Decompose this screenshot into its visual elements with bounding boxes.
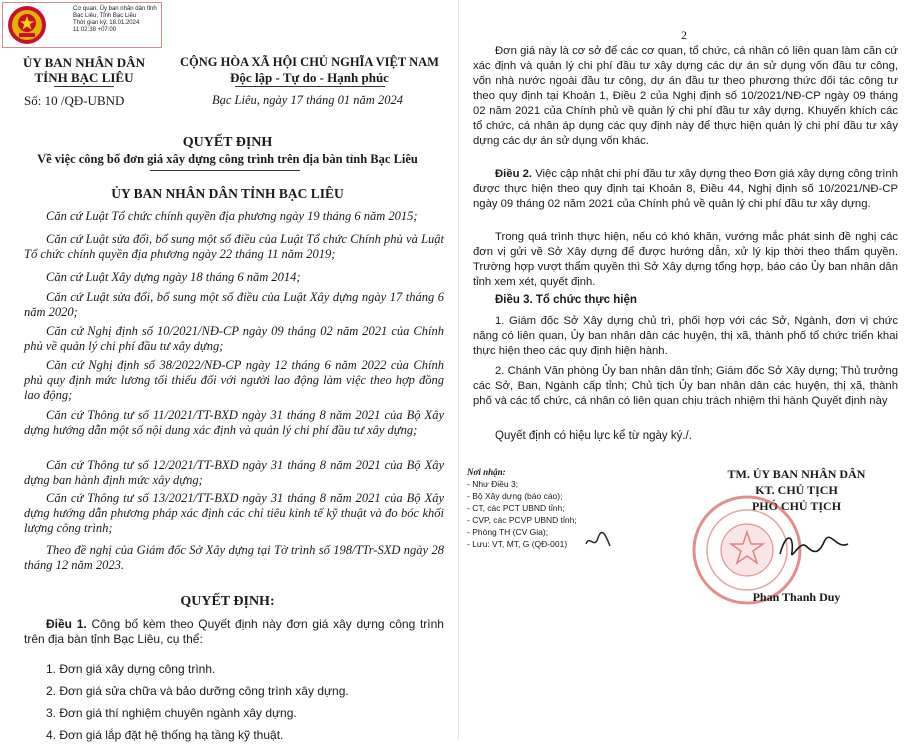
recipient-item: - Bộ Xây dựng (báo cáo); (467, 491, 563, 501)
article-1-item: 4. Đơn giá lắp đặt hệ thống hạ tầng kỹ thuật. (46, 728, 284, 742)
document-number: Số: 10 /QĐ-UBND (24, 93, 125, 108)
effective-clause: Quyết định có hiệu lực kể từ ngày ký./. (495, 430, 692, 442)
agency-divider (54, 86, 114, 87)
basis-7: Căn cứ Thông tư số 11/2021/TT-BXD ngày 31 tháng 8 năm 2021 của Bộ Xây dựng hướng dẫn một số nội dung xác định và quản lý chi phí đầu tư xây dựng; (24, 408, 444, 437)
agency-line2: TỈNH BẠC LIÊU (34, 70, 134, 85)
article-1-scope: Đơn giá này là cơ sở để các cơ quan, tổ chức, cá nhân có liên quan làm căn cứ xác định và quản lý chi phí đầu tư xây dựng các dự án sử dụng vốn đầu tư công, vốn nhà nước ngoài đầu tư công, dự án đầu tư theo phương thức đối tác công tư theo quy định tại Khoản 1, Điều 2 của Nghị định số 10/2021/NĐ-CP ngày 09 tháng 02 năm 2021 của Chính phủ về quản lý chi phí đầu tư xây dựng. Khuyến khích các tổ chức, cá nhân áp dụng các quy định này để thực hiện quản lý chi phí đầu tư xây dựng các dự án sử dụng vốn khác. (473, 45, 898, 147)
article-2-guidance: Trong quá trình thực hiện, nếu có khó khăn, vướng mắc phát sinh đề nghị các đơn vị gửi về Sở Xây dựng để được hướng dẫn, xử lý kịp thời theo thẩm quyền. Trường hợp vượt thẩm quyền thì Sở Xây dựng tổng hợp, báo cáo Ủy ban nhân dân tỉnh xem xét, quyết định. (473, 231, 898, 288)
basis-10: Theo đề nghị của Giám đốc Sở Xây dựng tại Tờ trình số 198/TTr-SXD ngày 28 tháng 12 năm 2023. (24, 543, 444, 572)
signer-line-2: KT. CHỦ TỊCH (755, 483, 838, 497)
digital-signature-box (2, 2, 162, 48)
article-2-text: Việc cập nhật chi phí đầu tư xây dựng theo Đơn giá xây dựng công trình được thực hiện theo quy định tại Khoản 8, Điều 44, Nghị định số 10/2021/NĐ-CP ngày 09 tháng 02 năm 2021 của Chính phủ về quản lý chi phí đầu tư xây dựng. (473, 168, 898, 210)
signer-name: Phan Thanh Duy (752, 590, 841, 604)
basis-9: Căn cứ Thông tư số 13/2021/TT-BXD ngày 31 tháng 8 năm 2021 của Bộ Xây dựng hướng dẫn phương pháp xác định các chỉ tiêu kinh tế kỹ thuật và đo bóc khối lượng công trình; (24, 491, 444, 535)
article-3-item-1: 1. Giám đốc Sở Xây dựng chủ trì, phối hợp với các Sở, Ngành, đơn vị chức năng có liên quan, Ủy ban nhân dân các huyện, thị xã, thành phố tổ chức triển khai thực hiện theo các quy định hiện hành. (473, 315, 898, 357)
article-1-text: Công bố kèm theo Quyết định này đơn giá xây dựng công trình trên địa bàn tỉnh Bạc Liêu, cụ thể: (24, 617, 444, 646)
decision-title: QUYẾT ĐỊNH (182, 135, 273, 150)
national-emblem-icon (7, 5, 47, 45)
article-1 (24, 617, 444, 647)
agency-line1: ỦY BAN NHÂN DÂN (23, 55, 145, 70)
nation-name: CỘNG HÒA XÃ HỘI CHỦ NGHĨA VIỆT NAM (180, 55, 439, 69)
recipients-title: Nơi nhận: (467, 467, 506, 477)
issuing-authority: ỦY BAN NHÂN DÂN TỈNH BẠC LIÊU (111, 186, 344, 201)
basis-6: Căn cứ Nghị định số 38/2022/NĐ-CP ngày 12 tháng 6 năm 2022 của Chính phủ quy định mức lương tối thiểu đối với người lao động làm việc theo hợp đồng lao động; (24, 358, 444, 402)
agency-header (0, 55, 168, 87)
article-2-label: Điều 2. (495, 168, 533, 180)
basis-5: Căn cứ Nghị định số 10/2021/NĐ-CP ngày 09 tháng 02 năm 2021 của Chính phủ về quản lý chi phí đầu tư xây dựng; (24, 324, 444, 353)
recipient-item: - CVP, các PCVP UBND tỉnh; (467, 515, 577, 525)
recipient-item: - Phòng TH (CV Gia); (467, 527, 549, 537)
decision-subject: Về việc công bố đơn giá xây dựng công trình trên địa bàn tỉnh Bạc Liêu (37, 152, 418, 166)
decision-heading: QUYẾT ĐỊNH: (180, 594, 275, 609)
issue-date: Bạc Liêu, ngày 17 tháng 01 năm 2024 (212, 93, 403, 107)
national-header (172, 55, 447, 87)
signature-agency: Cơ quan: Ủy ban nhân dân tỉnh Bạc Liêu, Tỉnh Bạc Liêu (73, 6, 157, 19)
basis-1: Căn cứ Luật Tổ chức chính quyền địa phương ngày 19 tháng 6 năm 2015; (46, 209, 418, 223)
article-1-item: 1. Đơn giá xây dựng công trình. (46, 662, 216, 676)
motto-divider (235, 86, 385, 87)
basis-2: Căn cứ Luật sửa đổi, bổ sung một số điều của Luật Tổ chức Chính phủ và Luật Tổ chức chính quyền địa phương ngày 22 tháng 11 năm 2019; (24, 232, 444, 261)
handwritten-signature-icon (774, 528, 854, 566)
subject-divider (150, 170, 300, 171)
article-1-item: 2. Đơn giá sửa chữa và bảo dưỡng công trình xây dựng. (46, 684, 349, 698)
signature-info (73, 6, 161, 34)
signer-line-3: PHÓ CHỦ TỊCH (751, 499, 842, 513)
recipient-item: - Lưu: VT, MT, G (QĐ-001) (467, 539, 568, 549)
article-3-item-2: 2. Chánh Văn phòng Ủy ban nhân dân tỉnh; Giám đốc Sở Xây dựng; Thủ trưởng các Sở, Ban, Ngành cấp tỉnh; Chủ tịch Ủy ban nhân dân các huyện, thị xã, thành phố và các tổ chức, cá nhân có liên quan chịu trách nhiệm thi hành Quyết định này (473, 365, 898, 407)
article-1-label: Điều 1. (46, 617, 87, 631)
basis-4: Căn cứ Luật sửa đổi, bổ sung một số điều của Luật Xây dựng ngày 17 tháng 6 năm 2020; (24, 290, 444, 319)
signer-line-1: TM. ỦY BAN NHÂN DÂN (727, 467, 866, 481)
document-page-1 (0, 0, 455, 742)
article-1-item: 3. Đơn giá thí nghiệm chuyên ngành xây dựng. (46, 706, 297, 720)
initials-signature-icon (584, 530, 612, 552)
article-3-heading: Điều 3. Tổ chức thực hiện (495, 294, 637, 306)
article-1-list (46, 658, 349, 746)
recipient-item: - CT, các PCT UBND tỉnh; (467, 503, 565, 513)
signature-time: Thời gian ký: 18.01.2024 11:02:38 +07:00 (73, 20, 140, 33)
recipients (467, 466, 667, 550)
recipient-item: - Như Điều 3; (467, 479, 519, 489)
basis-3: Căn cứ Luật Xây dựng ngày 18 tháng 6 năm 2014; (46, 270, 301, 284)
motto: Độc lập - Tự do - Hạnh phúc (230, 70, 389, 85)
article-2 (473, 167, 898, 212)
document-page-2 (458, 0, 911, 739)
basis-8: Căn cứ Thông tư số 12/2021/TT-BXD ngày 31 tháng 8 năm 2021 của Bộ Xây dựng ban hành định mức xây dựng; (24, 458, 444, 487)
page-number: 2 (681, 28, 687, 42)
